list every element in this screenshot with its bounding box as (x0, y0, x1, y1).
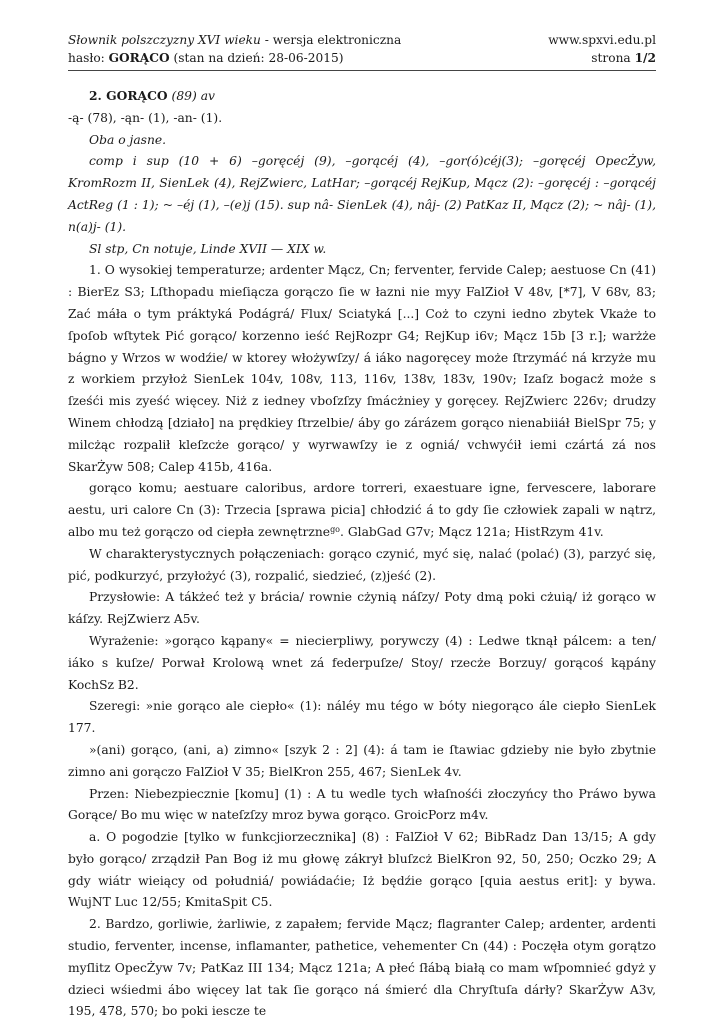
expression-paragraph: Wyrażenie: »gorąco kąpany« = niecierpliwy, porywczy (4) : Ledwe tknął pálcem: a ten/ iáko s kuſze/ Porwał Krolową wnet zá federpuſze/ Stoy/ rzecże Borzuy/ gorącoś kąpány KochSz B2. (68, 633, 656, 692)
sense-2-paragraph: 2. Bardzo, gorliwie, żarliwie, z zapałem; fervide Mącz; flagranter Calep; ardenter, ardenti studio, ferventer, incense, inflamanter, pathetice, vehementer Cn (44) : Poczęła otym gorątzo myſlitz OpecŻyw 7v; PatKaz III 134; Mącz 121a; A płeć ſłábą białą co mam wſpomnieć gdyż y dzieci wśiedmi ábo więcey lat tak ſie gorąco ná śmierć dla Chryſtuſa dárły? SkarŻyw A3v, 195, 478, 570; bo poki iescze te (68, 917, 656, 1019)
haslo-word: GORĄCO (108, 50, 170, 65)
proverb-paragraph: Przysłowie: A tákżeć też y brácia/ rownie cżynią náſzy/ Poty dmą poki cżuią/ iż gorąco w káſzy. RejZwierz A5v. (68, 590, 656, 627)
part-of-speech: av (200, 89, 215, 103)
collocations-paragraph: W charakterystycznych połączeniach: gorąco czynić, myć się, nalać (polać) (3), parzyć się, pić, podkurzyć, przyłożyć (3), rozpalić, siedzieć, (z)jeść (2). (68, 546, 656, 583)
sense-1a-paragraph: a. O pogodzie [tylko w funkcjiorzecznika] (8) : FalZioł V 62; BibRadz Dan 13/15; A gdy było gorąco/ zrządził Pan Bog iż mu głowę zákrył bluſzcż BielKron 92, 50, 250; Oczko 29; A gdy wiátr wieiący od południá/ powiádaćie; Iż będźie gorąco [quia aestus erit]: y bywa. WujNT Luc 12/55; KmitaSpit C5. (68, 830, 656, 910)
dictionary-title (68, 32, 401, 50)
spelling-paragraph (68, 130, 656, 152)
sense-1-komu-text: gorąco komu; aestuare caloribus, ardore torreri, exaestuare igne, fervescere, laborare aestu, uri calore Cn (3): Trzecia [sprawa picia] chłodzić á to gdy ſie człowiek zapali w nątrz, albo mu też gorączo od ciepła zewnętrzne (68, 481, 656, 539)
page-header (68, 32, 656, 67)
spelling-note: Oba o jasne. (89, 132, 167, 147)
sense-1-komu-end: . GlabGad G7v; Mącz 121a; HistRzym 41v. (340, 524, 604, 539)
figurative-paragraph: Przen: Niebezpiecznie [komu] (1) : A tu wedle tych właſnośći złoczyńcy tho Práwo bywa Gorące/ Bo mu więc w nateſzſzy mroz bywa gorąco. GroicPorz m4v. (68, 786, 656, 823)
comparative-paragraph (68, 151, 656, 238)
haslo-label: hasło: (68, 50, 109, 65)
headword: 2. GORĄCO (89, 88, 168, 103)
entry-headline (68, 85, 656, 108)
dictionary-title-rest: - wersja elektroniczna (260, 33, 402, 47)
site-link[interactable]: www.spxvi.edu.pl (548, 33, 656, 47)
header-row-1 (68, 32, 656, 50)
comparative-forms: comp i sup (10 + 6) –goręcéj (9), –gorącéj (4), –gor(ó)céj(3); –goręcéj OpecŻyw, KromRozm II, SienLek (4), RejZwierc, LatHar; –gorącéj RejKup, Mącz (2): –goręcéj : –gorącéj ActReg (1 : 1); ~ –éj (1), –(e)j (15). sup nâ- SienLek (4), nâj- (2) PatKaz II, Mącz (2); ~ nâj- (1), n(a)j- (1). (68, 154, 656, 234)
series-paragraph-1: Szeregi: »nie gorąco ale ciepło« (1): náléy mu tégo w bóty niegorąco ále ciepło SienLek 177. (68, 699, 656, 736)
sense-1-komu-paragraph (68, 478, 656, 543)
header-divider (68, 70, 656, 71)
strona-label: strona (591, 50, 635, 65)
page-number (591, 50, 656, 68)
headword-count: (89) (171, 89, 197, 103)
series-paragraph-2: »(ani) gorąco, (ani, a) zimno« [szyk 2 : 2] (4): á tam ie ſtawiac gdzieby nie było zbytnie zimno ani gorączo FalZioł V 35; BielKron 255, 467; SienLek 4v. (68, 742, 656, 779)
sources-note: Sl stp, Cn notuje, Linde XVII — XIX w. (89, 241, 327, 256)
header-row-2 (68, 50, 656, 68)
entry-label (68, 50, 344, 68)
entry-body (68, 85, 656, 1023)
strona-num: 1/2 (634, 50, 656, 65)
haslo-date: (stan na dzień: 28-06-2015) (169, 50, 344, 65)
dictionary-title-italic: Słownik polszczyzny XVI wieku (68, 33, 261, 47)
sense-1-paragraph: 1. O wysokiej temperaturze; ardenter Mącz, Cn; ferventer, fervide Calep; aestuose Cn (41) : BierEz S3; Lſthopadu mieſiącza gorączo ſie w łazni nie myy FalZioł V 48v, [*7], V 68v, 83; Zać máła o tym práktyká Podágrá/ Flux/ Sciatyká [...] Coż to czyni iedno zbytek Vkaże to ſpoſob wſtytek Pić gorąco/ korzenno ieść RejRozpr G4; RejKup i6v; Mącz 15b [3 r.]; warżże bágno y Wrzos w wodźie/ w ktorey włożywſzy/ á iáko nagoręcey może ſtrzymáć ná krzyże mu z workiem przyłoż SienLek 104v, 108v, 113, 116v, 138v, 183v, 190v; Izaſz bogacż może s ſześći mis zyeść więcey. Niż z iedney vboſzſzy ſmácżniey y goręcey. RejZwierc 226v; drudzy Winem chłodzą [działo] na prędkiey ſtrzelbie/ áby go zárázem gorąco nienabiiáł BielSpr 75; y milcżąc rozpalił kleſzcże gorąco/ y wyrwawſzy ie z ogniá/ vchwyćił iemi czártá zá nos SkarŻyw 508; Calep 415b, 416a. (68, 263, 656, 474)
sources-paragraph (68, 239, 656, 261)
forms-paragraph: -ą- (78), -ąn- (1), -an- (1). (68, 110, 223, 125)
superscript-go: go (330, 524, 340, 534)
